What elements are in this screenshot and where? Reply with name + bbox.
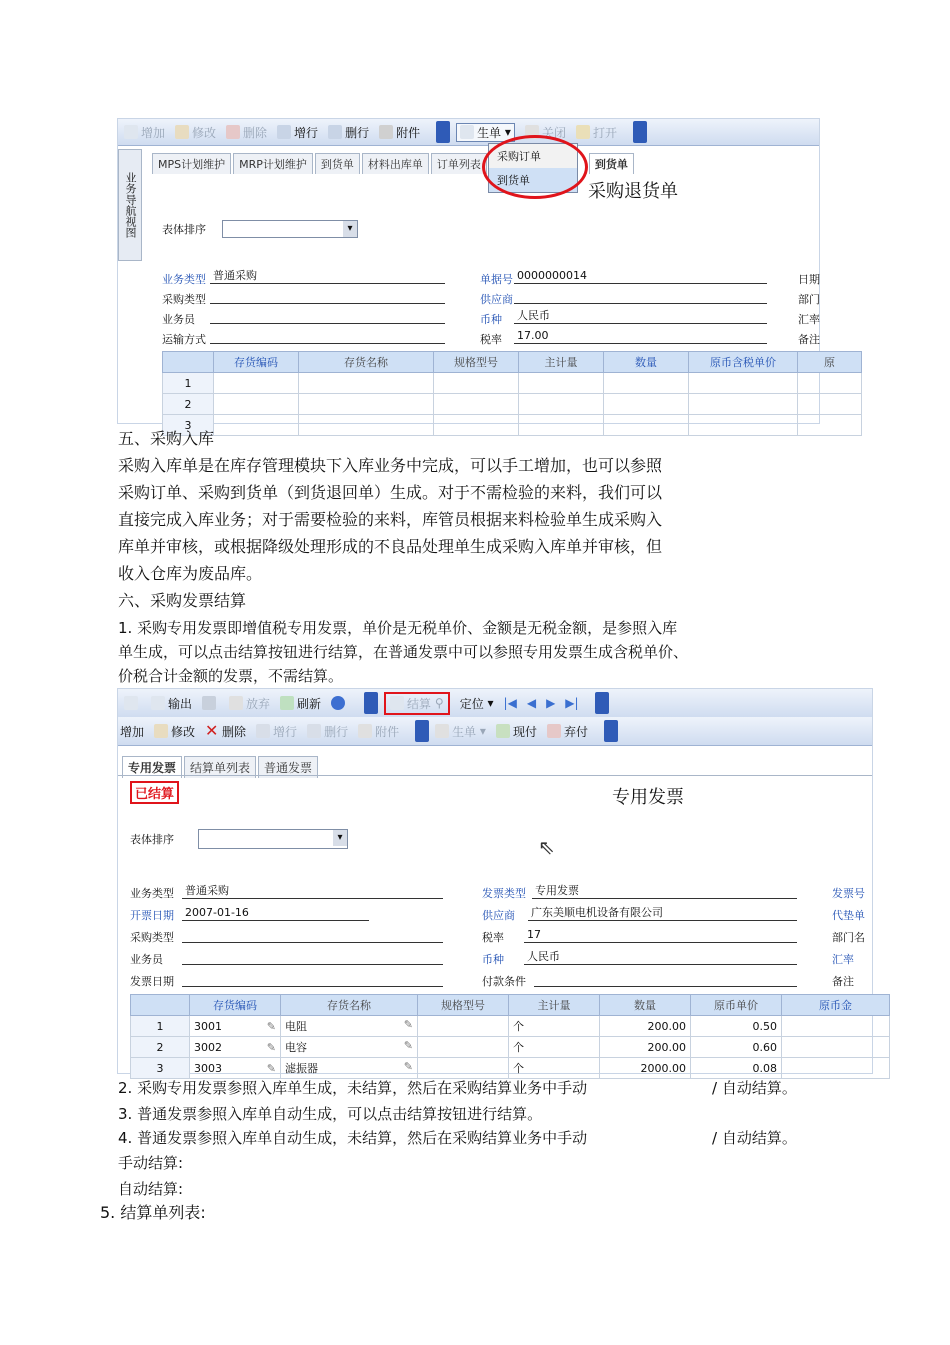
sort-label: 表体排序 [162,223,206,236]
delete-row-button[interactable]: 删行 [328,124,369,141]
inv-no-label: 发票号 [832,887,865,900]
currency-field[interactable]: 人民币 [514,309,767,324]
toolbar-top [118,689,872,718]
sort-select[interactable] [198,829,348,849]
col-price: 原币单价 [691,995,782,1016]
first-record-button[interactable]: |◀ [503,696,517,710]
paragraph-line: / 自动结算。 [712,1129,797,1147]
table-row[interactable]: 2 3002 ✎ 电容 ✎ 个 200.00 0.60 [131,1037,890,1058]
col-qty: 数量 [600,995,691,1016]
paperclip-icon: ✎ [403,1060,413,1073]
doc-no-field[interactable]: 0000000014 [514,269,767,284]
attachment-button[interactable]: 附件 [358,723,399,740]
supplier-field[interactable] [514,289,767,304]
supplier-field[interactable]: 广东美顺电机设备有限公司 [528,906,797,921]
settle-icon [390,696,404,710]
search-icon: ⚲ [434,696,444,710]
preview-button[interactable] [124,696,141,710]
paragraph-line: 采购入库单是在库存管理模块下入库业务中完成，可以手工增加，也可以参照 [118,456,663,475]
detail-grid [162,351,862,436]
inv-type-field[interactable]: 专用发票 [532,884,797,899]
table-row[interactable]: 3 3003 ✎ 滤振器 ✎ 个 2000.00 0.08 [131,1058,890,1079]
invoice-detail-grid [130,994,890,1079]
paragraph-line: 2. 采购专用发票参照入库单生成，未结算，然后在采购结算业务中手动 [118,1079,588,1097]
tab-material-out[interactable]: 材料出库单 [362,153,429,174]
discard-icon [229,696,243,710]
save-icon [202,696,216,710]
tab-settlement-list[interactable]: 结算单列表 [184,756,256,778]
toolbar-overflow-3[interactable] [415,720,429,742]
edit-icon [154,724,168,738]
grid-corner [163,352,214,373]
doc-no-label: 单据号 [480,273,513,286]
col-price: 原币含税单价 [689,352,798,373]
edit-button[interactable]: 修改 [175,124,216,141]
date-label: 日期 [798,273,820,286]
screenshot-special-invoice [117,688,873,1074]
table-row[interactable]: 1 3001 ✎ 电阻 ✎ 个 200.00 0.50 [131,1016,890,1037]
col-name: 存货名称 [299,352,434,373]
settle-button[interactable]: 结算 ⚲ [384,692,450,715]
note-label: 备注 [832,975,854,988]
biz-type-field[interactable]: 普通采购 [210,269,445,284]
issue-date-label: 发票日期 [130,975,174,988]
biz-type-label: 业务类型 [162,273,206,286]
pur-type-field[interactable] [182,928,443,943]
document-icon [435,724,449,738]
prev-record-button[interactable]: ◀ [526,696,537,710]
document-icon [460,125,474,139]
paperclip-icon [379,125,393,139]
generate-button[interactable]: 生单 ▾ [456,123,515,142]
add-icon [124,125,138,139]
col-name: 存货名称 [281,995,418,1016]
rate-label: 汇率 [798,313,820,326]
add-row-button[interactable]: 增行 [256,723,297,740]
help-button[interactable] [331,696,348,710]
toolbar [118,119,819,146]
delete-row-icon [328,125,342,139]
paragraph-line: 3. 普通发票参照入库单自动生成，可以点击结算按钮进行结算。 [118,1105,543,1123]
paragraph-line: 手动结算: [118,1154,184,1172]
inv-type-label: 发票类型 [482,887,526,900]
clerk-field[interactable] [182,950,443,965]
refresh-icon [280,696,294,710]
tab-arrival-active[interactable]: 到货单 [589,153,634,174]
tab-special-invoice[interactable]: 专用发票 [122,756,182,778]
add-row-icon [277,125,291,139]
export-icon [151,696,165,710]
delete-icon [226,125,240,139]
add-row-icon [256,724,270,738]
paragraph-line: 直接完成入库业务；对于需要检验的来料，库管员根据来料检验单生成采购入 [118,510,663,529]
trans-label: 运输方式 [162,333,206,346]
col-unit: 主计量 [509,995,600,1016]
side-navigation-tab[interactable]: 业务导航视图 [118,149,142,261]
paragraph-line: 采购订单、采购到货单（到货退回单）生成。对于不需检验的来料，我们可以 [118,483,663,502]
biz-type-label: 业务类型 [130,887,174,900]
col-qty: 数量 [604,352,689,373]
issue-date-field[interactable] [182,972,443,987]
paragraph-line: 4. 普通发票参照入库单自动生成，未结算，然后在采购结算业务中手动 [118,1129,588,1147]
currency-field[interactable]: 人民币 [524,950,797,965]
delete-icon: ✕ [205,721,219,740]
table-row[interactable]: 2 [163,394,862,415]
tab-arrival[interactable]: 到货单 [315,153,360,174]
page-title: 专用发票 [612,787,684,808]
tab-mps[interactable]: MPS计划维护 [152,153,231,174]
inv-date-field[interactable]: 2007-01-16 [182,906,369,921]
toolbar-overflow-4[interactable] [604,720,618,742]
paragraph-line: 价税合计金额的发票，不需结算。 [118,667,344,685]
sort-select[interactable] [222,220,358,238]
pur-type-label: 采购类型 [130,931,174,944]
paperclip-icon: ✎ [403,1039,413,1052]
col-orig: 原 [798,352,862,373]
discard-button[interactable]: 放弃 [229,695,270,712]
toolbar-overflow[interactable] [436,121,450,143]
paperclip-icon: ✎ [266,1061,276,1075]
paragraph-line: 5. 结算单列表: [100,1203,206,1222]
attachment-button[interactable]: 附件 [379,124,420,141]
last-record-button[interactable]: ▶| [565,696,579,710]
toolbar-overflow-2[interactable] [633,121,647,143]
add-button[interactable]: 增加 [124,124,165,141]
open-button[interactable]: 打开 [576,124,617,141]
paperclip-icon: ✎ [266,1040,276,1054]
paperclip-icon [358,724,372,738]
agent-label: 代垫单 [832,909,865,922]
pur-type-field[interactable] [210,289,445,304]
grid-corner [131,995,190,1016]
cash-pay-button[interactable]: 现付 [496,723,537,740]
cancel-pay-button[interactable]: 弃付 [547,723,588,740]
currency-label: 币种 [482,953,504,966]
help-icon [331,696,345,710]
col-spec: 规格型号 [418,995,509,1016]
tab-mrp[interactable]: MRP计划维护 [233,153,313,174]
next-record-button[interactable]: ▶ [546,696,556,710]
add-button[interactable]: 增加 [120,724,145,739]
generate-button[interactable]: 生单 ▾ [435,723,486,740]
cash-pay-icon [496,724,510,738]
delete-button[interactable]: 删除 [226,124,267,141]
col-spec: 规格型号 [434,352,519,373]
pur-type-label: 采购类型 [162,293,206,306]
table-row[interactable]: 1 [163,373,862,394]
page-title: 采购退货单 [588,181,678,202]
col-amount: 原币金 [782,995,890,1016]
clerk-label: 业务员 [130,953,163,966]
save-button[interactable] [202,696,219,710]
highlight-circle [482,135,588,199]
edit-button[interactable]: 修改 [154,723,195,740]
refresh-button[interactable]: 刷新 [280,695,321,712]
paragraph-line: 1. 采购专用发票即增值税专用发票，单价是无税单价、金额是无税金额，是参照入库 [118,619,678,637]
pay-terms-label: 付款条件 [482,975,526,988]
toolbar-bottom [118,717,872,746]
inv-date-label: 开票日期 [130,909,174,922]
close-button[interactable]: 关闭 [525,124,566,141]
tab-normal-invoice[interactable]: 普通发票 [258,756,318,778]
tax-label: 税率 [480,333,502,346]
preview-icon [124,696,138,710]
supplier-label: 供应商 [480,293,513,306]
add-row-button[interactable]: 增行 [277,124,318,141]
toolbar-overflow[interactable] [364,692,378,714]
tax-label: 税率 [482,931,504,944]
edit-icon [175,125,189,139]
menu-item-purchase-order[interactable]: 采购订单 [489,144,577,168]
paragraph-line: 单生成，可以点击结算按钮进行结算，在普通发票中可以参照专用发票生成含税单价、 [118,643,689,661]
tab-strip-border [118,775,872,776]
screenshot-purchase-return [117,118,835,432]
trans-field[interactable] [210,329,445,344]
paragraph-line: / 自动结算。 [712,1079,797,1097]
clerk-field[interactable] [210,309,445,324]
section-6-heading: 六、采购发票结算 [118,591,247,610]
paragraph-line: 收入仓库为废品库。 [118,564,263,583]
folder-icon [576,125,590,139]
col-code: 存货编码 [214,352,299,373]
pay-terms-field[interactable] [534,972,797,987]
tax-field[interactable]: 17 [524,928,797,943]
dept-label: 部门 [798,293,820,306]
rate-label: 汇率 [832,953,854,966]
toolbar-overflow-2[interactable] [595,692,609,714]
dept-label: 部门名 [832,931,865,944]
paragraph-line: 自动结算: [118,1180,184,1198]
section-5-heading: 五、采购入库 [118,429,215,448]
tab-order-list[interactable]: 订单列表 [431,153,487,174]
paragraph-line: 库单并审核，或根据降级处理形成的不良品处理单生成采购入库单并审核，但 [118,537,663,556]
cancel-pay-icon [547,724,561,738]
delete-row-icon [307,724,321,738]
table-row[interactable]: 3 [163,415,862,436]
paperclip-icon: ✎ [266,1019,276,1033]
note-label: 备注 [798,333,820,346]
col-code: 存货编码 [190,995,281,1016]
settled-stamp: 已结算 [130,781,179,804]
tax-field[interactable]: 17.00 [514,329,767,344]
col-unit: 主计量 [519,352,604,373]
locate-button[interactable]: 定位 ▾ [459,696,494,711]
output-button[interactable]: 输出 [151,695,192,712]
paperclip-icon: ✎ [403,1018,413,1031]
currency-label: 币种 [480,313,502,326]
sort-label: 表体排序 [130,833,174,846]
supplier-label: 供应商 [482,909,515,922]
clerk-label: 业务员 [162,313,195,326]
biz-type-field[interactable]: 普通采购 [182,884,443,899]
menu-item-arrival[interactable]: 到货单 [489,168,577,192]
delete-button[interactable]: ✕ 删除 [205,721,247,740]
delete-row-button[interactable]: 删行 [307,723,348,740]
mouse-cursor-icon: ⇖ [538,835,555,859]
